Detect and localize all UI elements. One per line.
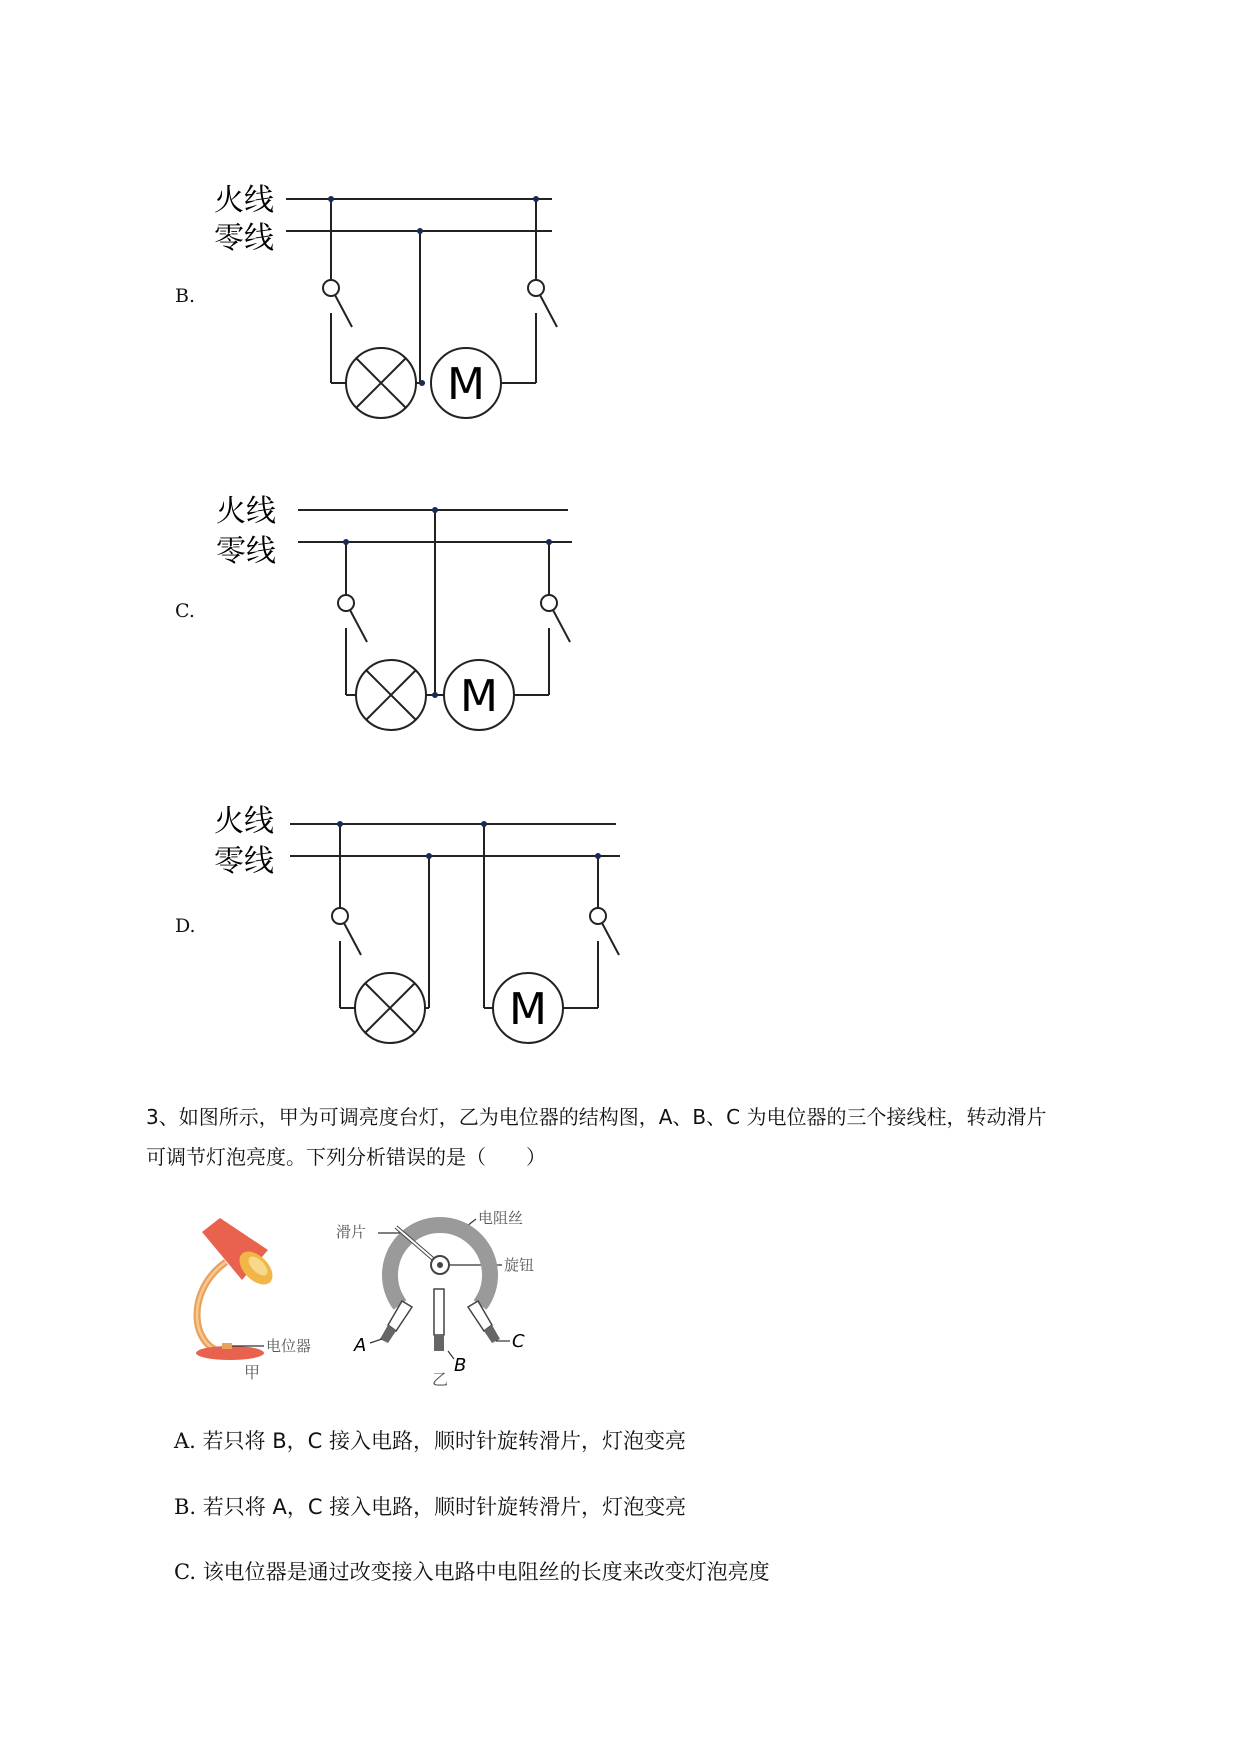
slider-label: 滑片	[336, 1223, 367, 1241]
potentiometer-part-label: 电位器	[266, 1337, 312, 1355]
motor-label: M	[460, 671, 498, 722]
knob-label: 旋钮	[504, 1256, 535, 1274]
choice-letter: B.	[174, 1495, 197, 1519]
choice-text: 若只将 B，C 接入电路，顺时针旋转滑片，灯泡变亮	[202, 1429, 686, 1453]
terminal-a-label: A	[354, 1335, 367, 1356]
neutral-wire-label: 零线	[216, 534, 276, 569]
choice-letter: A.	[174, 1429, 196, 1453]
resistance-wire-label: 电阻丝	[478, 1209, 524, 1227]
potentiometer-figure	[330, 1205, 550, 1390]
terminal-b-label: B	[454, 1355, 467, 1376]
question-3-line-2: 可调节灯泡亮度。下列分析错误的是（ ）	[146, 1145, 546, 1169]
choice-b[interactable]	[174, 1491, 686, 1521]
choice-letter: C.	[174, 1560, 196, 1584]
motor-label: M	[447, 359, 485, 410]
choice-a[interactable]	[174, 1425, 686, 1455]
neutral-wire-label: 零线	[214, 221, 274, 256]
circuit-diagram-c	[200, 485, 600, 745]
circuit-diagram-b	[200, 170, 580, 430]
option-b-letter: B.	[175, 285, 196, 307]
choice-text: 该电位器是通过改变接入电路中电阻丝的长度来改变灯泡亮度	[202, 1560, 770, 1584]
desk-lamp-figure	[180, 1210, 340, 1380]
question-3-line-1: 3、如图所示，甲为可调亮度台灯，乙为电位器的结构图，A、B、C 为电位器的三个接线柱，转动滑片	[146, 1105, 1047, 1129]
choice-c[interactable]	[174, 1556, 770, 1586]
live-wire-label: 火线	[214, 183, 274, 218]
lamp-caption: 甲	[244, 1363, 261, 1380]
motor-label: M	[509, 984, 547, 1035]
neutral-wire-label: 零线	[214, 844, 274, 879]
live-wire-label: 火线	[214, 804, 274, 839]
option-c-letter: C.	[175, 600, 195, 622]
terminal-c-label: C	[512, 1331, 525, 1352]
choice-text: 若只将 A，C 接入电路，顺时针旋转滑片，灯泡变亮	[202, 1495, 687, 1519]
option-d-letter: D.	[175, 915, 196, 937]
potentiometer-caption: 乙	[432, 1370, 449, 1389]
live-wire-label: 火线	[216, 494, 276, 529]
circuit-diagram-d	[200, 795, 640, 1060]
